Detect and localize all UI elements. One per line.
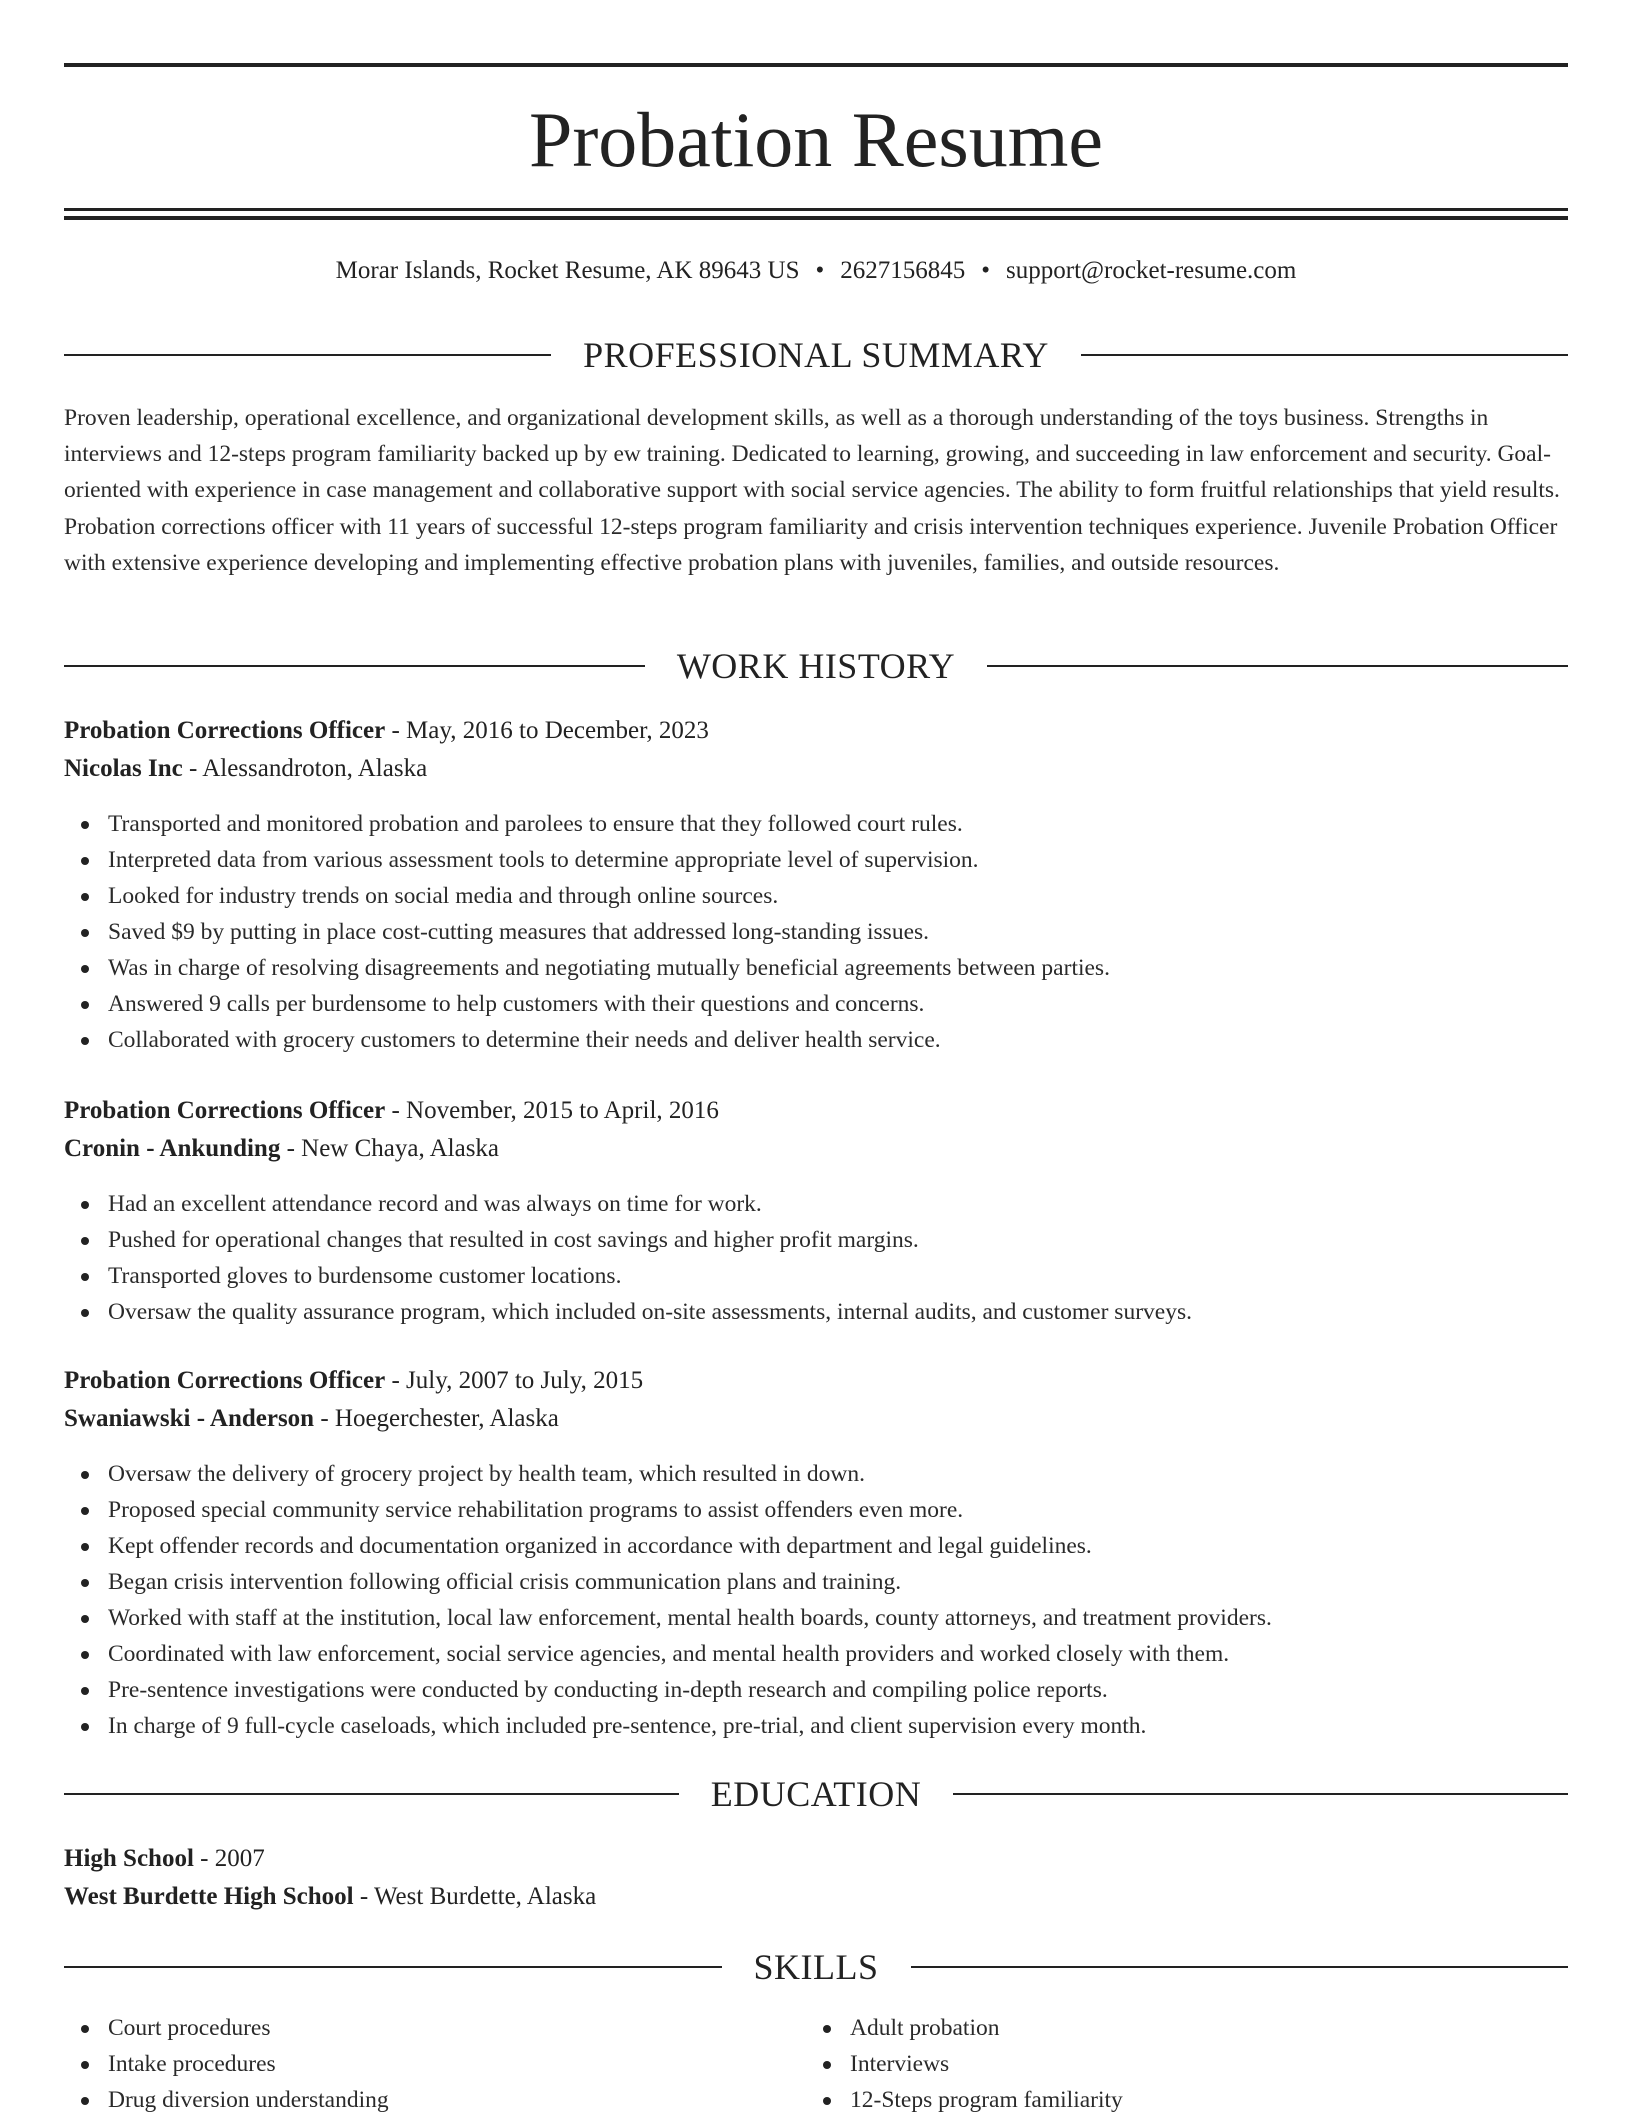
job-title: Probation Corrections Officer xyxy=(64,717,386,744)
job-bullets xyxy=(64,1186,1568,1330)
list-item: Collaborated with grocery customers to determine their needs and deliver health service. xyxy=(64,1022,1568,1058)
section-title: WORK HISTORY xyxy=(676,646,956,686)
list-item: Interpreted data from various assessment tools to determine appropriate level of supervision. xyxy=(64,842,1568,878)
contact-separator: • xyxy=(815,257,825,284)
job-company: Nicolas Inc xyxy=(64,755,183,782)
summary-text: Proven leadership, operational excellence, and organizational development skills, as well as a thorough understanding of the toys business. Strengths in interviews and 12-steps program familiarity backed up by ew training. Dedicated to learning, growing, and succeeding in law enforcement and security. Goal-oriented with experience in case management and collaborative support with social service agencies. The ability to form fruitful relationships that yield results. Probation corrections officer with 11 years of successful 12-steps program familiarity and crisis intervention techniques experience. Juvenile Probation Officer with extensive experience developing and implementing effective probation plans with juveniles, families, and outside resources. xyxy=(64,405,1560,576)
list-item: Answered 9 calls per burdensome to help customers with their questions and concerns. xyxy=(64,986,1568,1022)
job-company-line xyxy=(64,1400,1568,1438)
job-company: Swaniawski - Anderson xyxy=(64,1405,315,1432)
top-rule xyxy=(64,63,1568,67)
education-degree-line xyxy=(64,1840,1568,1878)
list-item: Was in charge of resolving disagreements and negotiating mutually beneficial agreements between parties. xyxy=(64,950,1568,986)
heading-rule xyxy=(64,665,645,667)
section-title: SKILLS xyxy=(753,1947,879,1987)
education-degree: High School xyxy=(64,1845,194,1872)
contact-phone: 2627156845 xyxy=(840,257,966,284)
job-company-line xyxy=(64,750,1568,788)
section-heading-education xyxy=(64,1772,1568,1816)
skill-item: Interviews xyxy=(806,2046,1123,2082)
contact-separator: • xyxy=(981,257,991,284)
skill-item: Drug diversion understanding xyxy=(64,2082,389,2112)
heading-rule xyxy=(987,665,1568,667)
job-location: - Hoegerchester, Alaska xyxy=(314,1405,559,1432)
list-item: Oversaw the delivery of grocery project by health team, which resulted in down. xyxy=(64,1456,1568,1492)
list-item: Kept offender records and documentation organized in accordance with department and legal guidelines. xyxy=(64,1528,1568,1564)
job-title-line xyxy=(64,1092,1568,1130)
contact-address: Morar Islands, Rocket Resume, AK 89643 US xyxy=(335,257,800,284)
heading-rule xyxy=(64,1793,679,1795)
heading-rule xyxy=(953,1793,1568,1795)
job-dates: - May, 2016 to December, 2023 xyxy=(385,717,709,744)
education-school-line xyxy=(64,1878,1568,1916)
section-heading-work-history xyxy=(64,644,1568,688)
contact-line xyxy=(64,254,1568,288)
heading-rule xyxy=(64,1966,722,1968)
section-heading-summary xyxy=(64,333,1568,377)
education-location: - West Burdette, Alaska xyxy=(353,1883,597,1910)
education-year: - 2007 xyxy=(193,1845,265,1872)
skill-item: Court procedures xyxy=(64,2010,389,2046)
title-double-rule xyxy=(64,208,1568,220)
section-heading-skills xyxy=(64,1945,1568,1989)
job-dates: - July, 2007 to July, 2015 xyxy=(385,1367,644,1394)
list-item: Transported gloves to burdensome customer locations. xyxy=(64,1258,1568,1294)
job-dates: - November, 2015 to April, 2016 xyxy=(385,1097,719,1124)
job-bullets xyxy=(64,1456,1568,1744)
job-title: Probation Corrections Officer xyxy=(64,1097,386,1124)
heading-rule xyxy=(1081,354,1568,356)
education-school: West Burdette High School xyxy=(64,1883,354,1910)
section-title: PROFESSIONAL SUMMARY xyxy=(583,335,1049,375)
heading-rule xyxy=(911,1966,1569,1968)
list-item: Had an excellent attendance record and was always on time for work. xyxy=(64,1186,1568,1222)
list-item: Coordinated with law enforcement, social service agencies, and mental health providers and worked closely with them. xyxy=(64,1636,1568,1672)
skills-list-left xyxy=(64,2010,389,2112)
list-item: Looked for industry trends on social media and through online sources. xyxy=(64,878,1568,914)
list-item: Proposed special community service rehabilitation programs to assist offenders even more. xyxy=(64,1492,1568,1528)
skill-item: Adult probation xyxy=(806,2010,1123,2046)
list-item: Pushed for operational changes that resulted in cost savings and higher profit margins. xyxy=(64,1222,1568,1258)
skills-list-right xyxy=(806,2010,1123,2112)
contact-email: support@rocket-resume.com xyxy=(1006,257,1297,284)
job-company-line xyxy=(64,1130,1568,1168)
list-item: Oversaw the quality assurance program, which included on-site assessments, internal audits, and customer surveys. xyxy=(64,1294,1568,1330)
heading-rule xyxy=(64,354,551,356)
section-title: EDUCATION xyxy=(710,1774,922,1814)
job-title: Probation Corrections Officer xyxy=(64,1367,386,1394)
skill-item: 12-Steps program familiarity xyxy=(806,2082,1123,2112)
job-title-line xyxy=(64,712,1568,750)
job-company: Cronin - Ankunding xyxy=(64,1135,281,1162)
resume-title: Probation Resume xyxy=(528,96,1104,183)
list-item: In charge of 9 full-cycle caseloads, which included pre-sentence, pre-trial, and client supervision every month. xyxy=(64,1708,1568,1744)
job-location: - New Chaya, Alaska xyxy=(280,1135,500,1162)
job-title-line xyxy=(64,1362,1568,1400)
list-item: Transported and monitored probation and parolees to ensure that they followed court rules. xyxy=(64,806,1568,842)
job-bullets xyxy=(64,806,1568,1058)
list-item: Worked with staff at the institution, local law enforcement, mental health boards, county attorneys, and treatment providers. xyxy=(64,1600,1568,1636)
list-item: Began crisis intervention following official crisis communication plans and training. xyxy=(64,1564,1568,1600)
list-item: Saved $9 by putting in place cost-cutting measures that addressed long-standing issues. xyxy=(64,914,1568,950)
skill-item: Intake procedures xyxy=(64,2046,389,2082)
job-location: - Alessandroton, Alaska xyxy=(182,755,428,782)
list-item: Pre-sentence investigations were conducted by conducting in-depth research and compiling police reports. xyxy=(64,1672,1568,1708)
